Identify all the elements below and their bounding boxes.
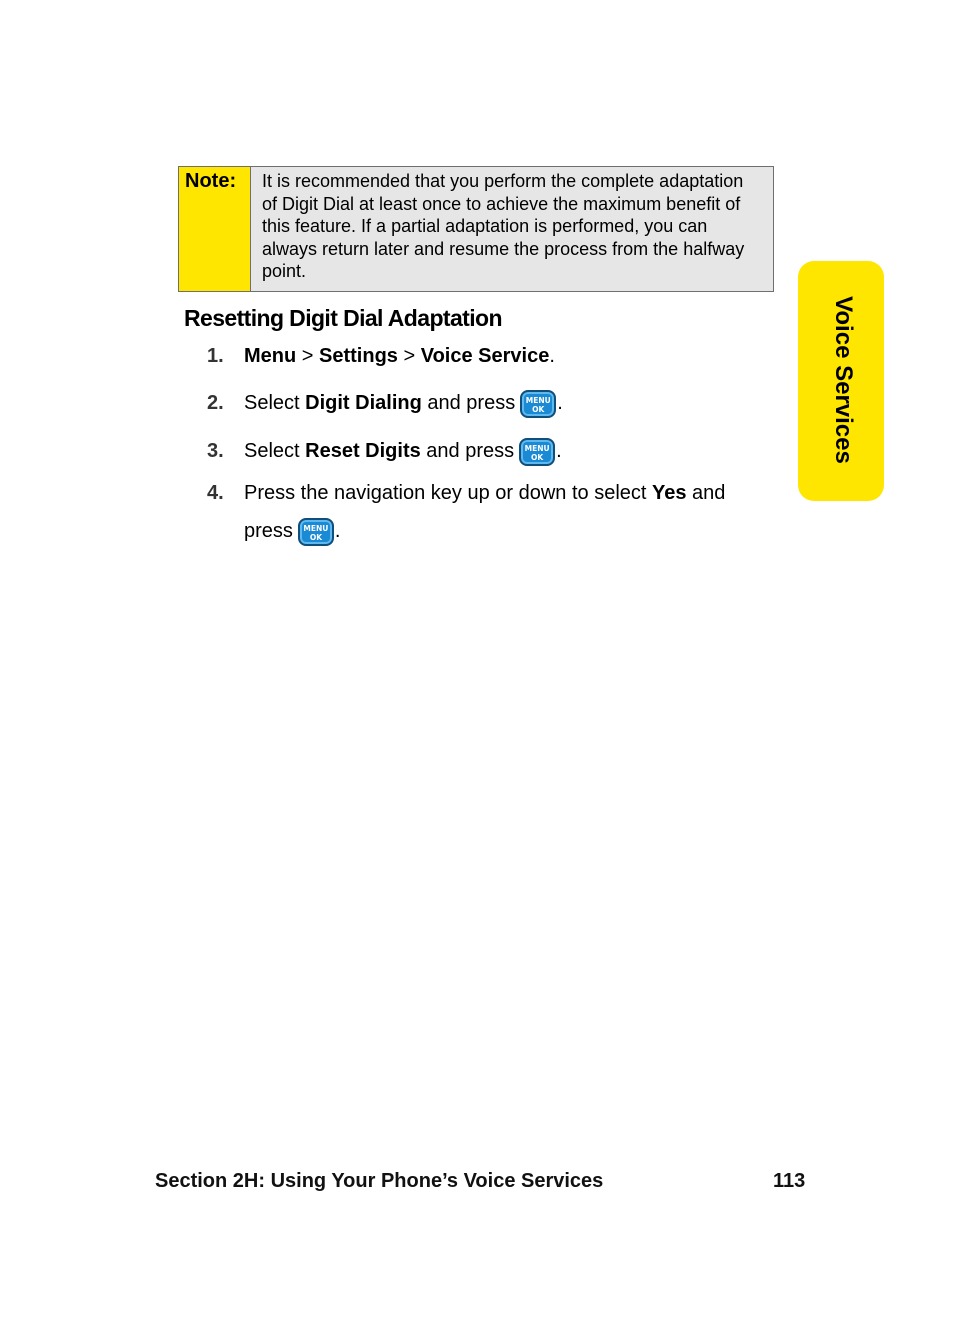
side-tab-label: Voice Services — [830, 296, 857, 464]
step-text: Select — [244, 392, 306, 414]
step-text: and press — [420, 440, 515, 462]
step-number: 2. — [207, 392, 224, 414]
menu-key-top: MENU — [303, 523, 329, 533]
menu-path-separator: > — [296, 345, 320, 367]
menu-ok-key-icon — [298, 518, 334, 546]
menu-ok-key-icon — [520, 390, 556, 418]
menu-path-separator: > — [397, 345, 421, 367]
steps-list — [207, 340, 777, 550]
menu-key-bottom: OK — [532, 404, 545, 414]
footer-section-title: Section 2H: Using Your Phone’s Voice Services — [155, 1170, 604, 1192]
step-item — [207, 386, 777, 420]
note-box — [178, 166, 774, 292]
step-end: . — [557, 392, 563, 414]
section-heading: Resetting Digit Dial Adaptation — [184, 305, 502, 331]
menu-key-top: MENU — [524, 443, 550, 453]
step-bold: Reset Digits — [305, 440, 421, 462]
step-end: . — [549, 345, 555, 367]
step-text: and press — [421, 392, 516, 414]
step-bold: Digit Dialing — [305, 392, 422, 414]
step-number: 3. — [207, 440, 224, 462]
step-item — [207, 434, 777, 468]
note-text: It is recommended that you perform the complete adaptation of Digit Dial at least once to achieve the maximum benefit of this feature. If a partial adaptation is performed, you can always return later and resume the process from the halfway point. — [251, 167, 773, 291]
note-label: Note: — [179, 167, 251, 291]
step-text: Select — [244, 440, 306, 462]
menu-ok-key-icon — [519, 438, 555, 466]
step-text: Press the navigation key up or down to select — [244, 482, 653, 504]
step-end: . — [556, 440, 562, 462]
footer-page-number: 113 — [773, 1170, 806, 1192]
step-end: . — [334, 520, 341, 542]
menu-key-top: MENU — [525, 395, 551, 405]
step-number: 4. — [207, 482, 224, 504]
menu-path-settings: Settings — [319, 345, 398, 367]
step-bold: Yes — [652, 482, 687, 504]
menu-path-menu: Menu — [244, 345, 297, 367]
menu-path-voice-service: Voice Service — [420, 345, 550, 367]
menu-key-bottom: OK — [531, 452, 544, 462]
step-text: and press — [244, 482, 726, 542]
menu-key-bottom: OK — [309, 532, 322, 542]
step-item — [207, 474, 777, 550]
step-item — [207, 340, 777, 372]
step-number: 1. — [207, 345, 224, 367]
